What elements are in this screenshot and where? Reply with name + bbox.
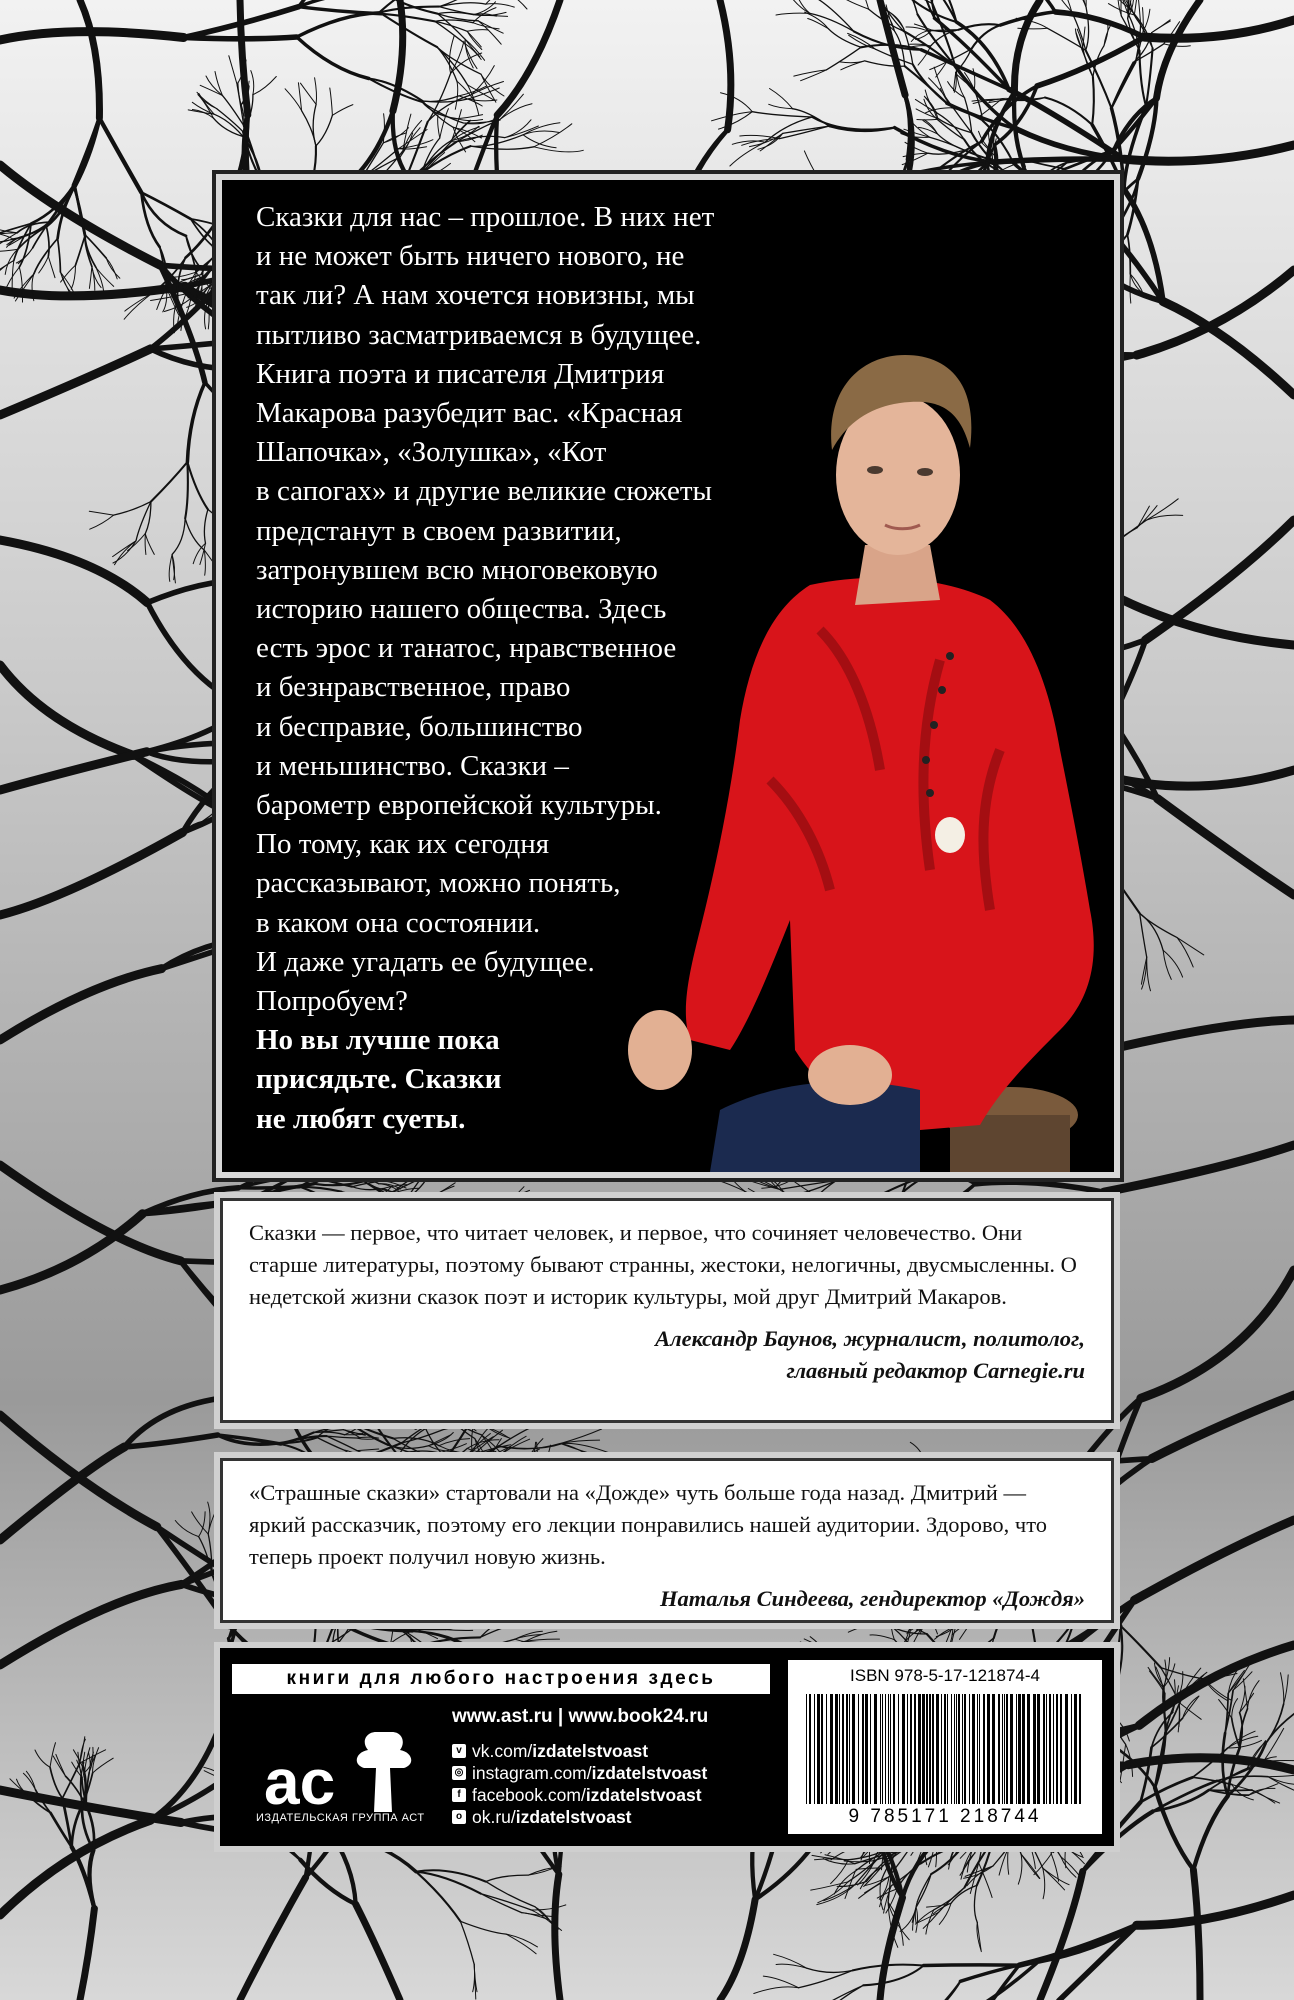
- quote-author-line: главный редактор Carnegie.ru: [786, 1358, 1085, 1383]
- social-links: [452, 1740, 707, 1828]
- quote-text: «Страшные сказки» стартовали на «Дожде» чуть больше года назад. Дмитрий — яркий рассказчик, поэтому его лекции понравились нашей аудитории. Здорово, что теперь проект получил новую жизнь.: [249, 1480, 1048, 1569]
- blurb-line: Книга поэта и писателя Дмитрия: [256, 357, 665, 390]
- blurb-line: затронувшем всю многовековую: [256, 553, 658, 586]
- ast-logo: [256, 1712, 436, 1822]
- blurb-line: в каком она состоянии.: [256, 906, 541, 939]
- main-blurb: [256, 198, 816, 1139]
- social-handle: izdatelstvoast: [585, 1785, 702, 1805]
- social-link[interactable]: [452, 1762, 707, 1784]
- isbn-barcode: [788, 1660, 1102, 1834]
- websites[interactable]: www.ast.ru | www.book24.ru: [452, 1706, 709, 1727]
- blurb-line: пытливо засматриваемся в будущее.: [256, 318, 702, 351]
- quote-author-line: Александр Баунов, журналист, политолог,: [655, 1326, 1085, 1351]
- social-prefix: facebook.com/: [472, 1785, 586, 1805]
- quote-author: Наталья Синдеева, гендиректор «Дождя»: [660, 1586, 1085, 1611]
- ok-icon: o: [452, 1810, 466, 1824]
- blurb-line: историю нашего общества. Здесь: [256, 593, 667, 626]
- barcode-bars: [802, 1694, 1088, 1804]
- blurb-line: По тому, как их сегодня: [256, 828, 550, 861]
- quote-author: [249, 1323, 1085, 1387]
- blurb-bold-line: Но вы лучше пока: [256, 1024, 500, 1057]
- social-link[interactable]: [452, 1806, 707, 1828]
- barcode-number: 9 785171 218744: [848, 1806, 1042, 1827]
- blurb-bold-line: присядьте. Сказки: [256, 1063, 502, 1096]
- publisher-footer: [220, 1648, 1114, 1846]
- social-link[interactable]: [452, 1740, 707, 1762]
- blurb-line: Попробуем?: [256, 985, 408, 1018]
- facebook-icon: f: [452, 1788, 466, 1802]
- social-prefix: vk.com/: [472, 1741, 533, 1761]
- blurb-line: и бесправие, большинство: [256, 710, 583, 743]
- social-handle: izdatelstvoast: [515, 1807, 632, 1827]
- quote-text: Сказки — первое, что читает человек, и первое, что сочиняет человечество. Они старше литературы, поэтому бывают странны, жестоки, нелогичны, двусмысленны. О недетской жизни сказок поэт и историк культуры, мой друг Дмитрий Макаров.: [249, 1220, 1077, 1309]
- blurb-line: барометр европейской культуры.: [256, 789, 662, 822]
- quote-box-baunov: [220, 1198, 1114, 1423]
- quote-box-sindeeva: [220, 1458, 1114, 1623]
- blurb-line: предстанут в своем развитии,: [256, 514, 622, 547]
- blurb-line: Макарова разубедит вас. «Красная: [256, 397, 683, 430]
- blurb-bold-line: не любят суеты.: [256, 1102, 466, 1135]
- social-prefix: instagram.com/: [472, 1763, 592, 1783]
- social-handle: izdatelstvoast: [532, 1741, 649, 1761]
- social-handle: izdatelstvoast: [591, 1763, 708, 1783]
- blurb-line: есть эрос и танатос, нравственное: [256, 632, 677, 665]
- blurb-panel: [222, 180, 1114, 1172]
- logo-text: ac: [264, 1746, 336, 1818]
- isbn-text: ISBN 978-5-17-121874-4: [850, 1666, 1040, 1685]
- instagram-icon: ◎: [452, 1766, 466, 1780]
- blurb-line: рассказывают, можно понять,: [256, 867, 621, 900]
- social-prefix: ok.ru/: [472, 1807, 516, 1827]
- blurb-line: и безнравственное, право: [256, 671, 571, 704]
- publisher-name: ИЗДАТЕЛЬСКАЯ ГРУППА АСТ: [256, 1812, 425, 1824]
- blurb-line: Шапочка», «Золушка», «Кот: [256, 436, 607, 469]
- blurb-line: в сапогах» и другие великие сюжеты: [256, 475, 712, 508]
- blurb-line: и не может быть ничего нового, не: [256, 240, 685, 273]
- vk-icon: v: [452, 1744, 466, 1758]
- blurb-line: И даже угадать ее будущее.: [256, 945, 595, 978]
- blurb-line: и меньшинство. Сказки –: [256, 749, 569, 782]
- social-link[interactable]: [452, 1784, 707, 1806]
- tagline: книги для любого настроения здесь: [232, 1664, 770, 1694]
- blurb-line: так ли? А нам хочется новизны, мы: [256, 279, 695, 312]
- blurb-line: Сказки для нас – прошлое. В них нет: [256, 201, 715, 233]
